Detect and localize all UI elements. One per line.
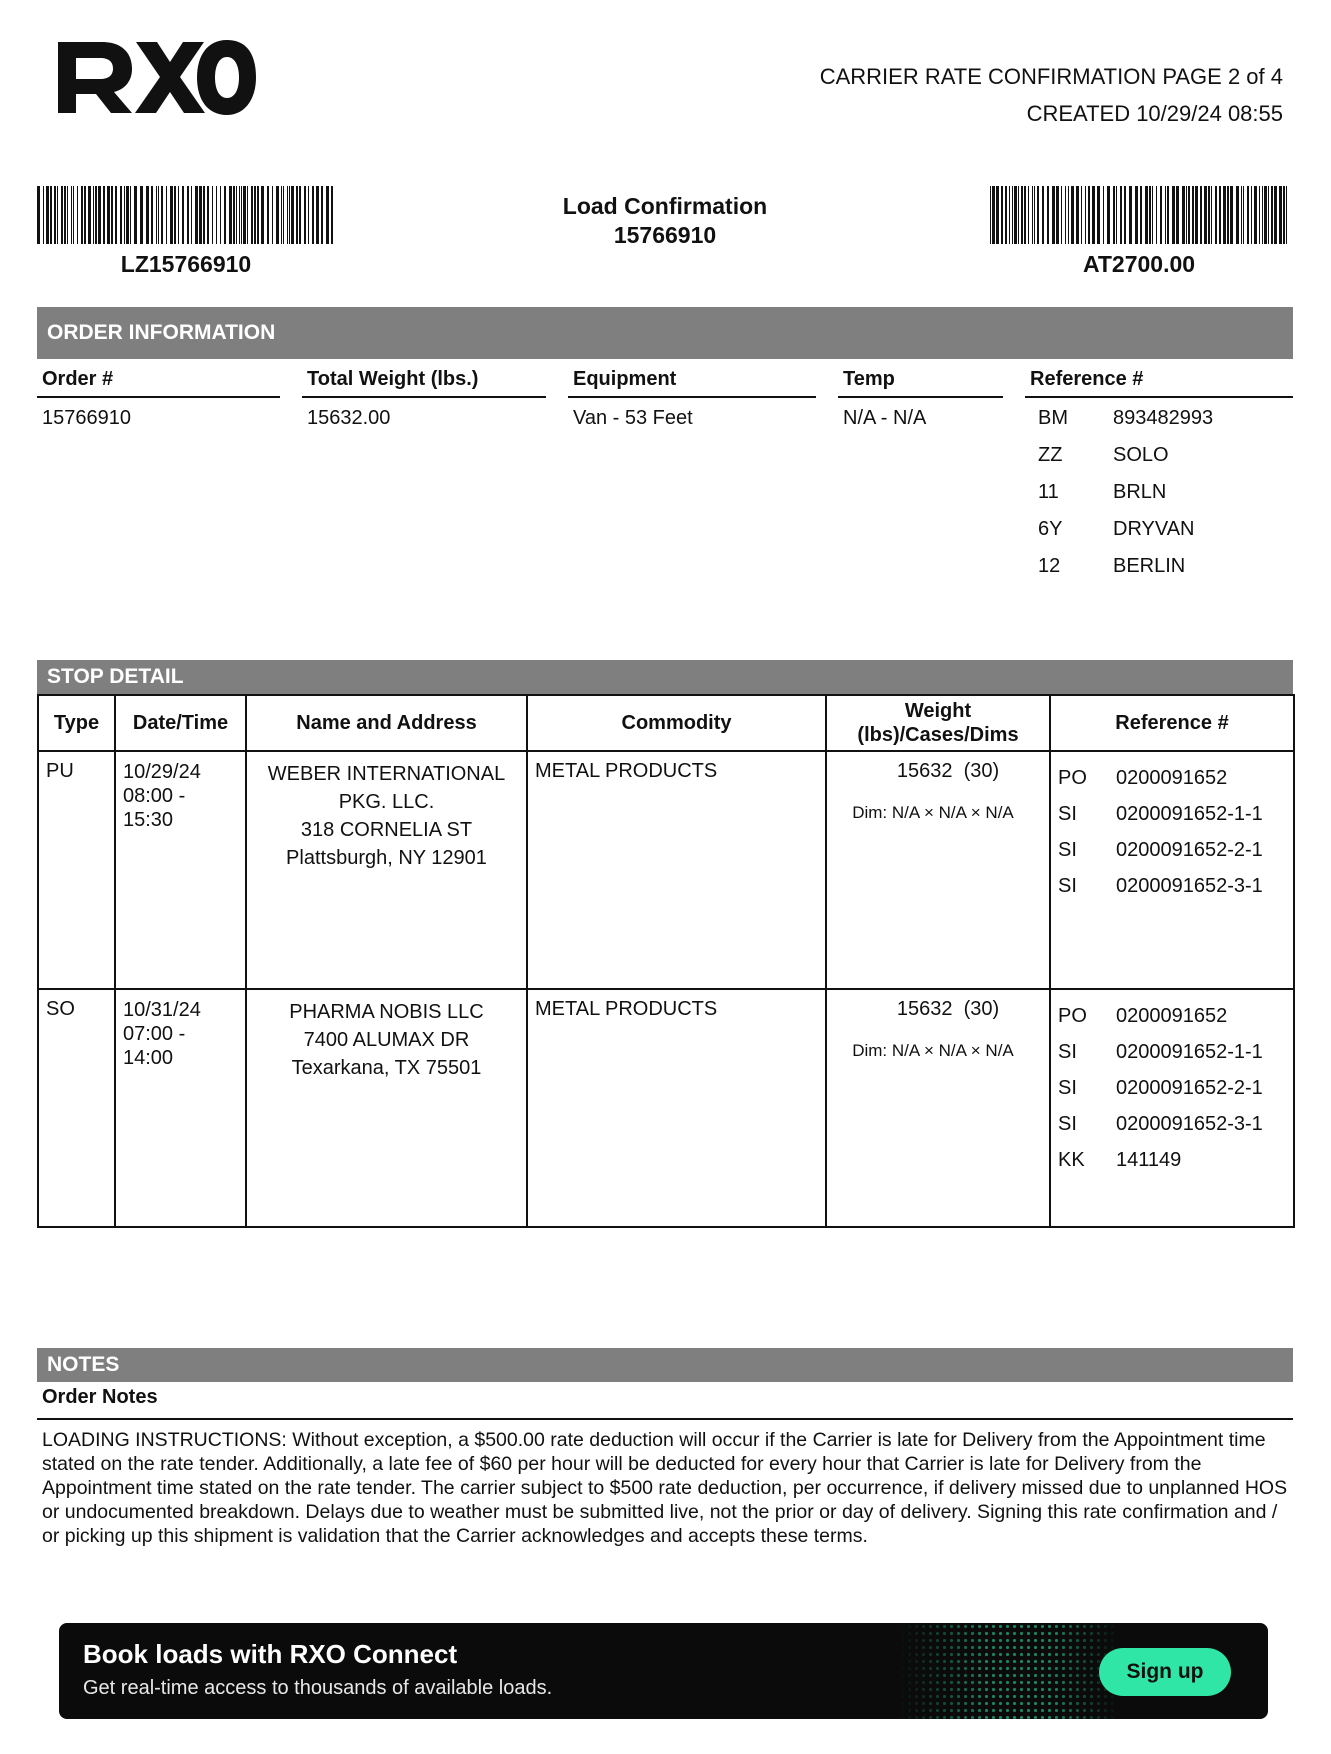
barcode-bar — [1268, 186, 1269, 244]
barcode-bar — [1223, 186, 1226, 244]
barcode-bar — [1219, 186, 1221, 244]
barcode-bar — [1172, 186, 1175, 244]
barcode-bar — [1024, 186, 1026, 244]
barcode-bar — [1192, 186, 1194, 244]
barcode-bar — [1009, 186, 1010, 244]
stop-name-address — [246, 751, 527, 989]
barcode-bar — [312, 186, 314, 244]
stop-references — [1050, 989, 1294, 1227]
barcode-bar — [81, 186, 83, 244]
barcode-bar — [203, 186, 205, 244]
stop-ref-code: PO — [1058, 767, 1087, 789]
barcode-bar — [50, 186, 52, 244]
total-weight-header: Total Weight (lbs.) — [302, 368, 546, 398]
stop-ref-row — [1058, 1142, 1286, 1178]
stop-name-address — [246, 989, 527, 1227]
barcode-bar — [1195, 186, 1198, 244]
stop-ref-code: SI — [1058, 875, 1077, 897]
barcode-bar — [272, 186, 273, 244]
barcode-bar — [267, 186, 269, 244]
barcode-bar — [321, 186, 323, 244]
stop-name-line1: WEBER INTERNATIONAL — [267, 763, 506, 785]
barcode-bar — [1243, 186, 1244, 244]
barcode-bar — [261, 186, 264, 244]
barcode-bar — [1107, 186, 1110, 244]
stop-time-end: 14:00 — [123, 1047, 174, 1069]
stop-ref-row — [1058, 1106, 1286, 1142]
datetime-column-header: Date/Time — [115, 695, 246, 751]
stop-detail-table — [37, 694, 1295, 1228]
barcode-bar — [1120, 186, 1122, 244]
order-ref-code: BM — [1038, 407, 1068, 429]
stop-type: SO — [38, 989, 115, 1227]
stop-ref-value: 0200091652-2-1 — [1116, 839, 1263, 861]
barcode-bar — [1149, 186, 1151, 244]
barcode-bar — [1247, 186, 1249, 244]
barcode-bar — [1186, 186, 1187, 244]
barcode-bar — [43, 186, 44, 244]
name-address-column-header: Name and Address — [246, 695, 527, 751]
barcode-bar — [1156, 186, 1157, 244]
amount-barcode-label: AT2700.00 — [1082, 251, 1196, 277]
stop-ref-row — [1058, 868, 1286, 904]
barcode-bar — [1129, 186, 1132, 244]
barcode-bar — [146, 186, 149, 244]
order-ref-code: 12 — [1038, 555, 1061, 577]
barcode-bar — [191, 186, 192, 244]
barcode-bar — [326, 186, 329, 244]
created-timestamp: CREATED 10/29/24 08:55 — [1026, 101, 1283, 126]
barcode-bar — [276, 186, 279, 244]
barcode-bar — [1014, 186, 1017, 244]
barcode-bar — [77, 186, 78, 244]
stop-ref-code: SI — [1058, 839, 1077, 861]
barcode-bar — [46, 186, 49, 244]
equipment-header: Equipment — [568, 368, 816, 398]
reference-header: Reference # — [1025, 368, 1293, 398]
barcode-bar — [216, 186, 217, 244]
stop-ref-value: 0200091652-1-1 — [1116, 803, 1263, 825]
stop-ref-row — [1058, 832, 1286, 868]
barcode-bar — [64, 186, 66, 244]
stop-time-start: 08:00 - — [123, 785, 186, 807]
reference-column-header: Reference # — [1050, 695, 1294, 751]
order-ref-code: 11 — [1038, 481, 1059, 503]
stop-ref-code: SI — [1058, 803, 1077, 825]
barcode-bar — [1274, 186, 1277, 244]
barcode-bar — [130, 186, 131, 244]
order-ref-code: 6Y — [1038, 518, 1063, 540]
barcode-bar — [1279, 186, 1282, 244]
barcode-bar — [1135, 186, 1138, 244]
stop-commodity: METAL PRODUCTS — [527, 989, 826, 1227]
stop-city: Plattsburgh, NY 12901 — [286, 847, 487, 869]
barcode-bar — [1047, 186, 1049, 244]
barcode-bar — [1001, 186, 1003, 244]
stop-street: 318 CORNELIA ST — [300, 819, 473, 841]
barcode-bar — [61, 186, 63, 244]
stop-ref-value: 0200091652-3-1 — [1116, 875, 1263, 897]
stop-type: PU — [38, 751, 115, 989]
notes-header: NOTES — [37, 1348, 1293, 1382]
stop-ref-code: SI — [1058, 1077, 1077, 1099]
stop-datetime — [115, 989, 246, 1227]
stop-ref-code: SI — [1058, 1041, 1077, 1063]
banner-title: Book loads with RXO Connect — [83, 1639, 458, 1669]
barcode-bar — [199, 186, 202, 244]
stop-ref-code: KK — [1058, 1149, 1085, 1171]
barcode-bar — [1167, 186, 1169, 244]
barcode-bar — [331, 186, 333, 244]
stop-ref-row — [1058, 796, 1286, 832]
barcode-bar — [187, 186, 189, 244]
barcode-bar — [1097, 186, 1100, 244]
stop-street: 7400 ALUMAX DR — [303, 1029, 470, 1051]
barcode-bar — [178, 186, 179, 244]
barcode-bar — [1005, 186, 1007, 244]
stop-weight — [826, 751, 1050, 989]
order-notes-label: Order Notes — [37, 1386, 1293, 1420]
barcode-bar — [1012, 186, 1013, 244]
barcode-bar — [1283, 186, 1285, 244]
barcode-bar — [120, 186, 122, 244]
barcode-bar — [1071, 186, 1074, 244]
temp-header: Temp — [838, 368, 1003, 398]
stop-name-line1: PHARMA NOBIS LLC — [289, 1001, 484, 1023]
stop-datetime — [115, 751, 246, 989]
barcode-bar — [212, 186, 213, 244]
total-weight-value: 15632.00 — [307, 407, 391, 429]
barcode-bar — [151, 186, 153, 244]
barcode-bar — [291, 186, 294, 244]
rate-confirmation-title: CARRIER RATE CONFIRMATION PAGE 2 of 4 — [819, 64, 1283, 89]
barcode-bar — [182, 186, 184, 244]
barcode-bar — [990, 186, 991, 244]
barcode-bar — [1034, 186, 1035, 244]
barcode-bar — [992, 186, 995, 244]
stop-ref-value: 0200091652-2-1 — [1116, 1077, 1263, 1099]
barcode-bar — [241, 186, 242, 244]
barcode-bar — [84, 186, 86, 244]
barcode-bar — [126, 186, 129, 244]
stop-time-start: 07:00 - — [123, 1023, 186, 1045]
barcode-bar — [243, 186, 246, 244]
barcode-bar — [289, 186, 290, 244]
table-row — [38, 751, 1294, 989]
barcode-bar — [1076, 186, 1079, 244]
barcode-bar — [1092, 186, 1095, 244]
stop-commodity: METAL PRODUCTS — [527, 751, 826, 989]
barcode-bar — [1262, 186, 1263, 244]
barcode-bar — [239, 186, 240, 244]
table-row — [38, 989, 1294, 1227]
stop-references — [1050, 751, 1294, 989]
barcode-bar — [1032, 186, 1033, 244]
barcode-bar — [170, 186, 173, 244]
stop-dims: Dim: N/A × N/A × N/A — [852, 803, 1014, 822]
barcode-bar — [158, 186, 159, 244]
barcode-bar — [1068, 186, 1069, 244]
barcode-bar — [1140, 186, 1142, 244]
barcode-bar — [299, 186, 301, 244]
barcode-bar — [95, 186, 97, 244]
barcode-bar — [1227, 186, 1229, 244]
barcode-bar — [1085, 186, 1086, 244]
barcode-bar — [247, 186, 248, 244]
stop-ref-value: 141149 — [1116, 1149, 1182, 1171]
barcode-bar — [1052, 186, 1055, 244]
stop-name-line2: PKG. LLC. — [338, 791, 435, 813]
barcode-bar — [1241, 186, 1242, 244]
barcode-bar — [93, 186, 94, 244]
barcode-bar — [1254, 186, 1257, 244]
sign-up-button[interactable]: Sign up — [1099, 1648, 1231, 1696]
load-confirmation-number: 15766910 — [613, 222, 717, 248]
barcode-bar — [1204, 186, 1207, 244]
barcode-bar — [88, 186, 91, 244]
type-column-header: Type — [38, 695, 115, 751]
order-ref-value: 893482993 — [1113, 407, 1214, 429]
order-barcode-label: LZ15766910 — [120, 251, 252, 277]
barcode-bar — [111, 186, 113, 244]
barcode-bar — [115, 186, 117, 244]
barcode-bar — [1200, 186, 1202, 244]
banner-subtitle: Get real-time access to thousands of available loads. — [83, 1677, 553, 1699]
stop-ref-row — [1058, 1070, 1286, 1106]
barcode-bar — [54, 186, 56, 244]
stop-date: 10/31/24 — [123, 999, 201, 1021]
stop-time-end: 15:30 — [123, 809, 174, 831]
weight-header-line1: Weight — [904, 700, 972, 722]
order-number-value: 15766910 — [42, 407, 131, 429]
load-confirmation-title: Load Confirmation — [562, 193, 768, 219]
barcode-bar — [1065, 186, 1066, 244]
barcode-bar — [1230, 186, 1233, 244]
barcode-bar — [233, 186, 235, 244]
barcode-bar — [71, 186, 72, 244]
barcode-bar — [308, 186, 309, 244]
equipment-value: Van - 53 Feet — [573, 407, 693, 429]
order-ref-value: SOLO — [1113, 444, 1169, 466]
barcode-bar — [1236, 186, 1239, 244]
stop-ref-value: 0200091652 — [1116, 1005, 1228, 1027]
barcode-bar — [281, 186, 282, 244]
stop-city: Texarkana, TX 75501 — [291, 1057, 482, 1079]
barcode-bar — [1088, 186, 1090, 244]
stop-date: 10/29/24 — [123, 761, 201, 783]
order-ref-value: BRLN — [1113, 481, 1167, 503]
barcode-bar — [156, 186, 157, 244]
barcode-bar — [287, 186, 288, 244]
stop-ref-row — [1058, 998, 1286, 1034]
barcode-bar — [283, 186, 284, 244]
barcode-bar — [1286, 186, 1287, 244]
barcode-bar — [207, 186, 209, 244]
barcode-bar — [996, 186, 999, 244]
barcode-bar — [98, 186, 101, 244]
order-barcode — [37, 186, 335, 244]
stop-dims: Dim: N/A × N/A × N/A — [852, 1041, 1014, 1060]
barcode-bar — [1061, 186, 1062, 244]
amount-barcode — [990, 186, 1288, 244]
rxo-connect-banner[interactable] — [59, 1623, 1268, 1719]
barcode-bar — [304, 186, 306, 244]
barcode-bar — [1113, 186, 1115, 244]
barcode-bar — [1259, 186, 1260, 244]
stop-ref-value: 0200091652-3-1 — [1116, 1113, 1263, 1135]
order-number-header: Order # — [37, 368, 280, 398]
weight-header-line2: (lbs)/Cases/Dims — [857, 724, 1019, 746]
barcode-bar — [37, 186, 40, 244]
barcode-bar — [107, 186, 110, 244]
stop-table-header-row — [38, 695, 1294, 751]
temp-value: N/A - N/A — [843, 407, 927, 429]
barcode-bar — [195, 186, 198, 244]
barcode-bar — [1165, 186, 1166, 244]
barcode-bar — [1160, 186, 1162, 244]
barcode-bar — [1145, 186, 1148, 244]
barcode-bar — [229, 186, 232, 244]
barcode-bar — [1028, 186, 1029, 244]
barcode-bar — [1124, 186, 1126, 244]
barcode-bar — [124, 186, 125, 244]
barcode-bar — [103, 186, 105, 244]
barcode-bar — [1211, 186, 1212, 244]
barcode-bar — [1215, 186, 1217, 244]
barcode-bar — [1103, 186, 1104, 244]
barcode-bar — [1018, 186, 1019, 244]
order-notes-text: LOADING INSTRUCTIONS: Without exception, a $500.00 rate deduction will occur if the Carrier is late for Delivery from the Appointment time stated on the rate tender. Additionally, a late fee of $60 per hour will be deducted for every hour that Carrier is late for Delivery from the Appointment time stated on the rate tender. The carrier subject to $500 rate deduction, per occurrence, if delivery missed due to unplanned HOS or undocumented breakdown. Delays due to weather must be submitted live, not the prior or day of delivery. Signing this rate confirmation and / or picking up this shipment is validation that the Carrier acknowledges and accepts these terms. — [42, 1429, 1288, 1547]
stop-ref-value: 0200091652 — [1116, 767, 1228, 789]
barcode-bar — [1152, 186, 1153, 244]
weight-column-header — [826, 695, 1050, 751]
commodity-column-header: Commodity — [527, 695, 826, 751]
order-information-header: ORDER INFORMATION — [37, 307, 1293, 359]
barcode-bar — [1251, 186, 1252, 244]
barcode-bar — [257, 186, 259, 244]
order-ref-value: BERLIN — [1113, 555, 1186, 577]
barcode-bar — [1081, 186, 1082, 244]
stop-ref-row — [1058, 1034, 1286, 1070]
stop-weight-value: 15632 (30) — [896, 998, 1000, 1020]
barcode-bar — [1176, 186, 1179, 244]
barcode-bar — [296, 186, 298, 244]
barcode-bar — [57, 186, 58, 244]
stop-ref-row — [1058, 760, 1286, 796]
barcode-bar — [1182, 186, 1185, 244]
barcode-bar — [67, 186, 68, 244]
rxo-logo — [56, 36, 256, 118]
barcode-bar — [1056, 186, 1059, 244]
barcode-bar — [1271, 186, 1273, 244]
barcode-bar — [254, 186, 256, 244]
barcode-bar — [1188, 186, 1190, 244]
barcode-bar — [1021, 186, 1023, 244]
stop-detail-header: STOP DETAIL — [37, 660, 1293, 694]
barcode-bar — [174, 186, 176, 244]
order-ref-code: ZZ — [1038, 444, 1063, 466]
barcode-bar — [236, 186, 237, 244]
order-ref-value: DRYVAN — [1113, 518, 1195, 540]
stop-weight — [826, 989, 1050, 1227]
barcode-bar — [1042, 186, 1044, 244]
barcode-bar — [140, 186, 143, 244]
barcode-bar — [161, 186, 163, 244]
barcode-bar — [1208, 186, 1210, 244]
barcode-bar — [166, 186, 167, 244]
stop-ref-code: PO — [1058, 1005, 1087, 1027]
stop-ref-value: 0200091652-1-1 — [1116, 1041, 1263, 1063]
barcode-bar — [251, 186, 253, 244]
barcode-bar — [1264, 186, 1267, 244]
barcode-bar — [220, 186, 221, 244]
stop-ref-code: SI — [1058, 1113, 1077, 1135]
dot-pattern-decoration — [899, 1623, 1119, 1719]
barcode-bar — [316, 186, 319, 244]
barcode-bar — [73, 186, 74, 244]
stop-weight-value: 15632 (30) — [896, 760, 1000, 782]
barcode-bar — [134, 186, 137, 244]
barcode-bar — [1116, 186, 1117, 244]
barcode-bar — [1037, 186, 1039, 244]
barcode-bar — [224, 186, 226, 244]
